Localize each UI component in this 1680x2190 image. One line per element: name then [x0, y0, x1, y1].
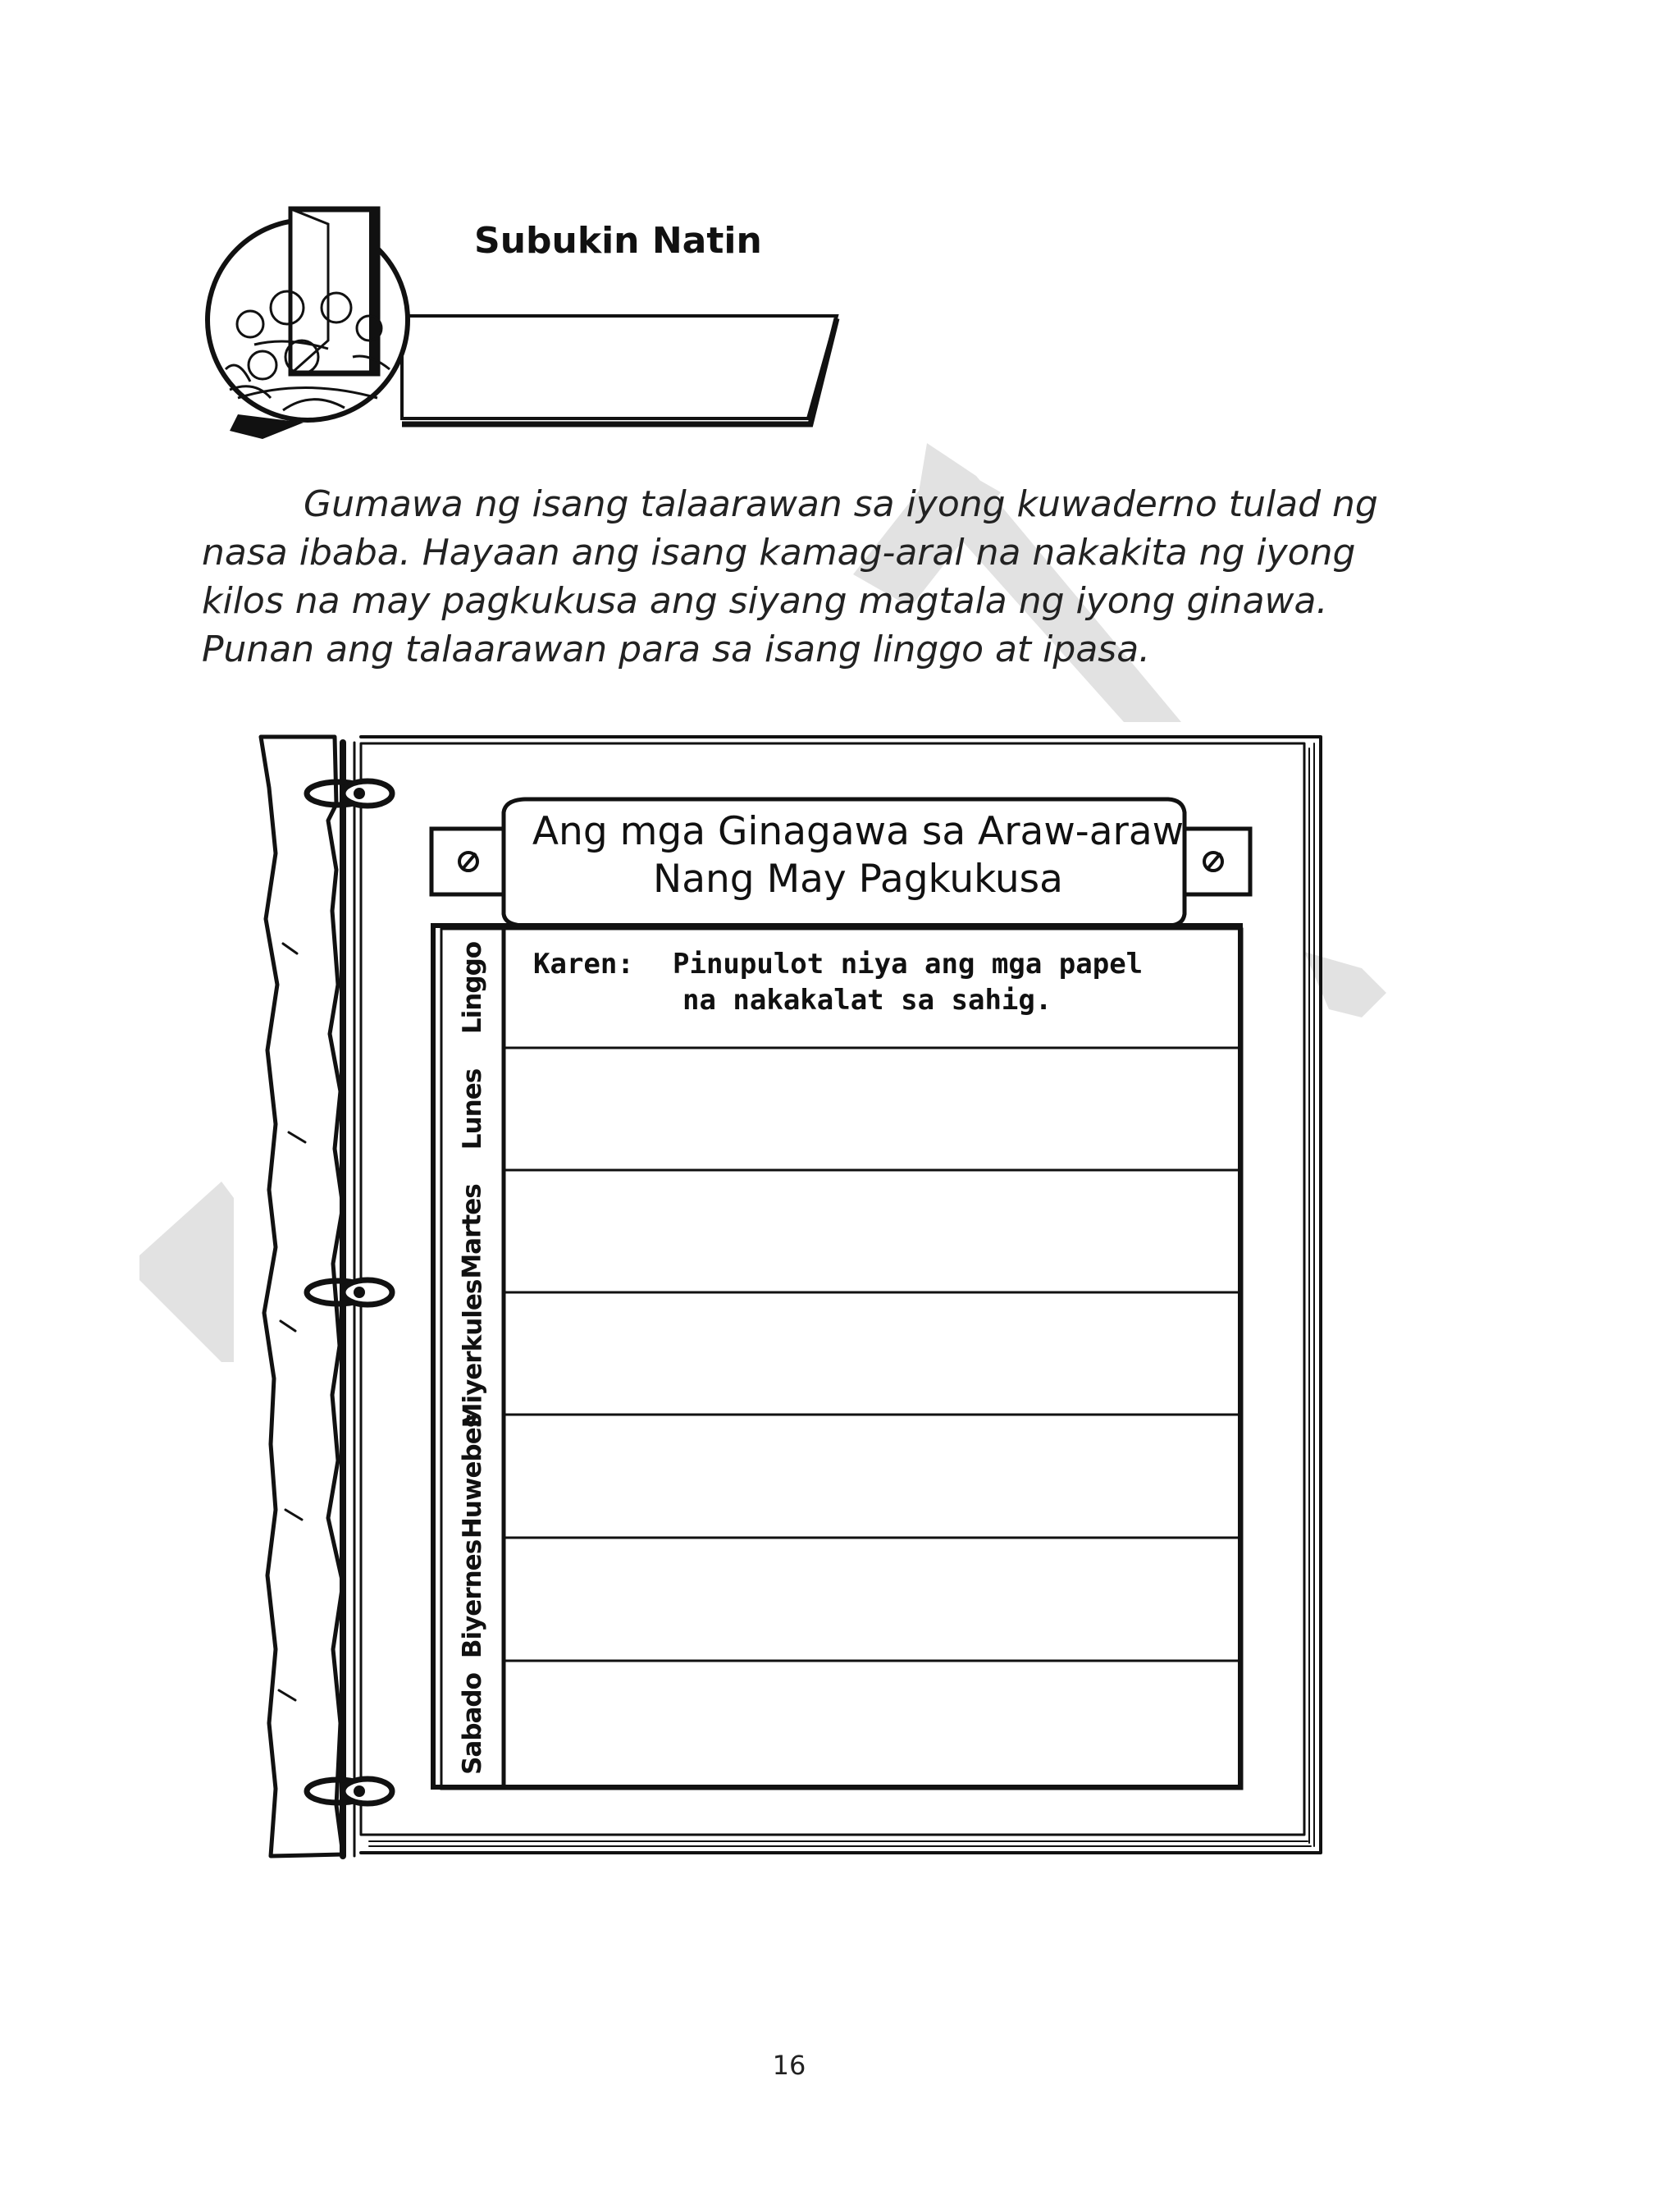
- day-label-biyernes: Biyernes: [458, 1539, 488, 1659]
- diary-title: [505, 808, 1211, 903]
- sample-entry: [533, 946, 1143, 1018]
- entry-line1: Pinupulot niya ang mga papel: [673, 948, 1144, 981]
- day-label-martes: Martes: [458, 1183, 488, 1279]
- day-label-linggo: Linggo: [458, 941, 488, 1034]
- diary-title-line2: Nang May Pagkukusa: [653, 857, 1063, 902]
- entry-name: Karen:: [533, 948, 634, 981]
- page-number: 16: [772, 2050, 806, 2081]
- day-label-sabado: Sabado: [458, 1673, 487, 1775]
- day-label-lunes: Lunes: [458, 1068, 487, 1150]
- day-label-miyerkules: Miyerkules: [458, 1279, 488, 1428]
- diary-title-line1: Ang mga Ginagawa sa Araw-araw: [532, 809, 1185, 854]
- section-title: Subukin Natin: [474, 220, 762, 262]
- instructions-text: Gumawa ng isang talaarawan sa iyong kuwaderno tulad ng nasa ibaba. Hayaan ang isang kamag-aral na nakakita ng iyong kilos na may pagkukusa ang siyang magtala ng iyong ginawa. Punan ang talaarawan para sa isang linggo at ipasa.: [202, 483, 1378, 670]
- day-label-huwebes: Huwebes: [458, 1413, 488, 1539]
- entry-line2: na nakakalat sa sahig.: [682, 984, 1052, 1017]
